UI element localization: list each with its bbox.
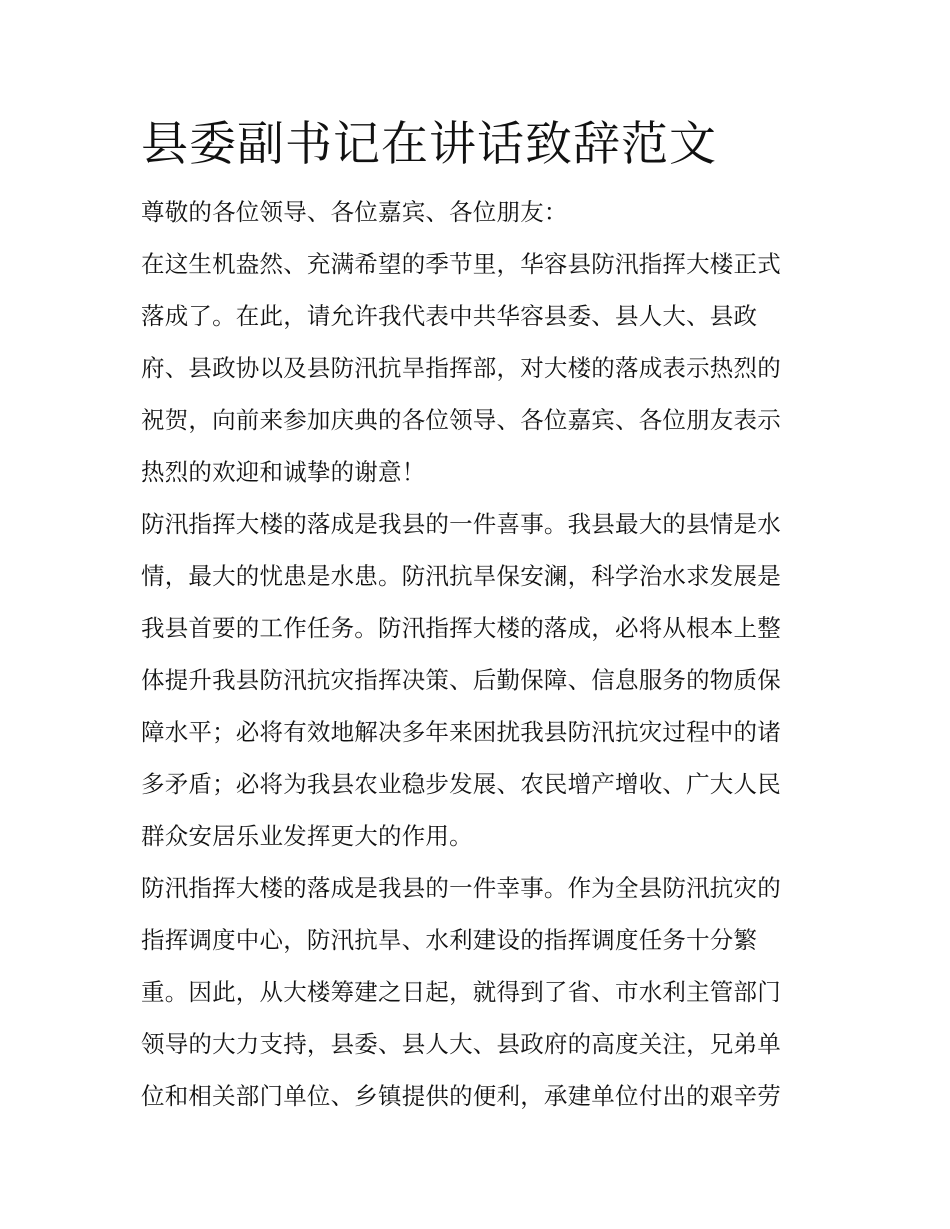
text-line: 我县首要的工作任务。防汛指挥大楼的落成，必将从根本上整 xyxy=(141,614,781,642)
text-line: 热烈的欢迎和诚挚的谢意！ xyxy=(141,458,426,486)
text-line: 防汛指挥大楼的落成是我县的一件喜事。我县最大的县情是水 xyxy=(141,510,781,538)
text-line: 体提升我县防汛抗灾指挥决策、后勤保障、信息服务的物质保 xyxy=(141,666,781,694)
text-line: 防汛指挥大楼的落成是我县的一件幸事。作为全县防汛抗灾的 xyxy=(141,874,781,902)
text-line: 多矛盾；必将为我县农业稳步发展、农民增产增收、广大人民 xyxy=(141,770,781,798)
text-line: 祝贺，向前来参加庆典的各位领导、各位嘉宾、各位朋友表示 xyxy=(141,406,781,434)
text-line: 障水平；必将有效地解决多年来困扰我县防汛抗灾过程中的诸 xyxy=(141,718,781,746)
text-line: 在这生机盎然、充满希望的季节里，华容县防汛指挥大楼正式 xyxy=(141,250,781,278)
text-line: 尊敬的各位领导、各位嘉宾、各位朋友： xyxy=(141,198,568,226)
text-line: 位和相关部门单位、乡镇提供的便利，承建单位付出的艰辛劳 xyxy=(141,1082,781,1110)
text-line: 落成了。在此，请允许我代表中共华容县委、县人大、县政 xyxy=(141,302,758,330)
text-line: 重。因此，从大楼筹建之日起，就得到了省、市水利主管部门 xyxy=(141,978,781,1006)
document-title: 县委副书记在讲话致辞范文 xyxy=(141,117,717,172)
text-line: 府、县政协以及县防汛抗旱指挥部，对大楼的落成表示热烈的 xyxy=(141,354,781,382)
document-page xyxy=(141,110,816,1122)
text-line: 指挥调度中心，防汛抗旱、水利建设的指挥调度任务十分繁 xyxy=(141,926,758,954)
document-body xyxy=(141,186,816,1122)
text-line: 情，最大的忧患是水患。防汛抗旱保安澜，科学治水求发展是 xyxy=(141,562,781,590)
text-line: 领导的大力支持，县委、县人大、县政府的高度关注，兄弟单 xyxy=(141,1030,781,1058)
text-line: 群众安居乐业发挥更大的作用。 xyxy=(141,822,473,850)
